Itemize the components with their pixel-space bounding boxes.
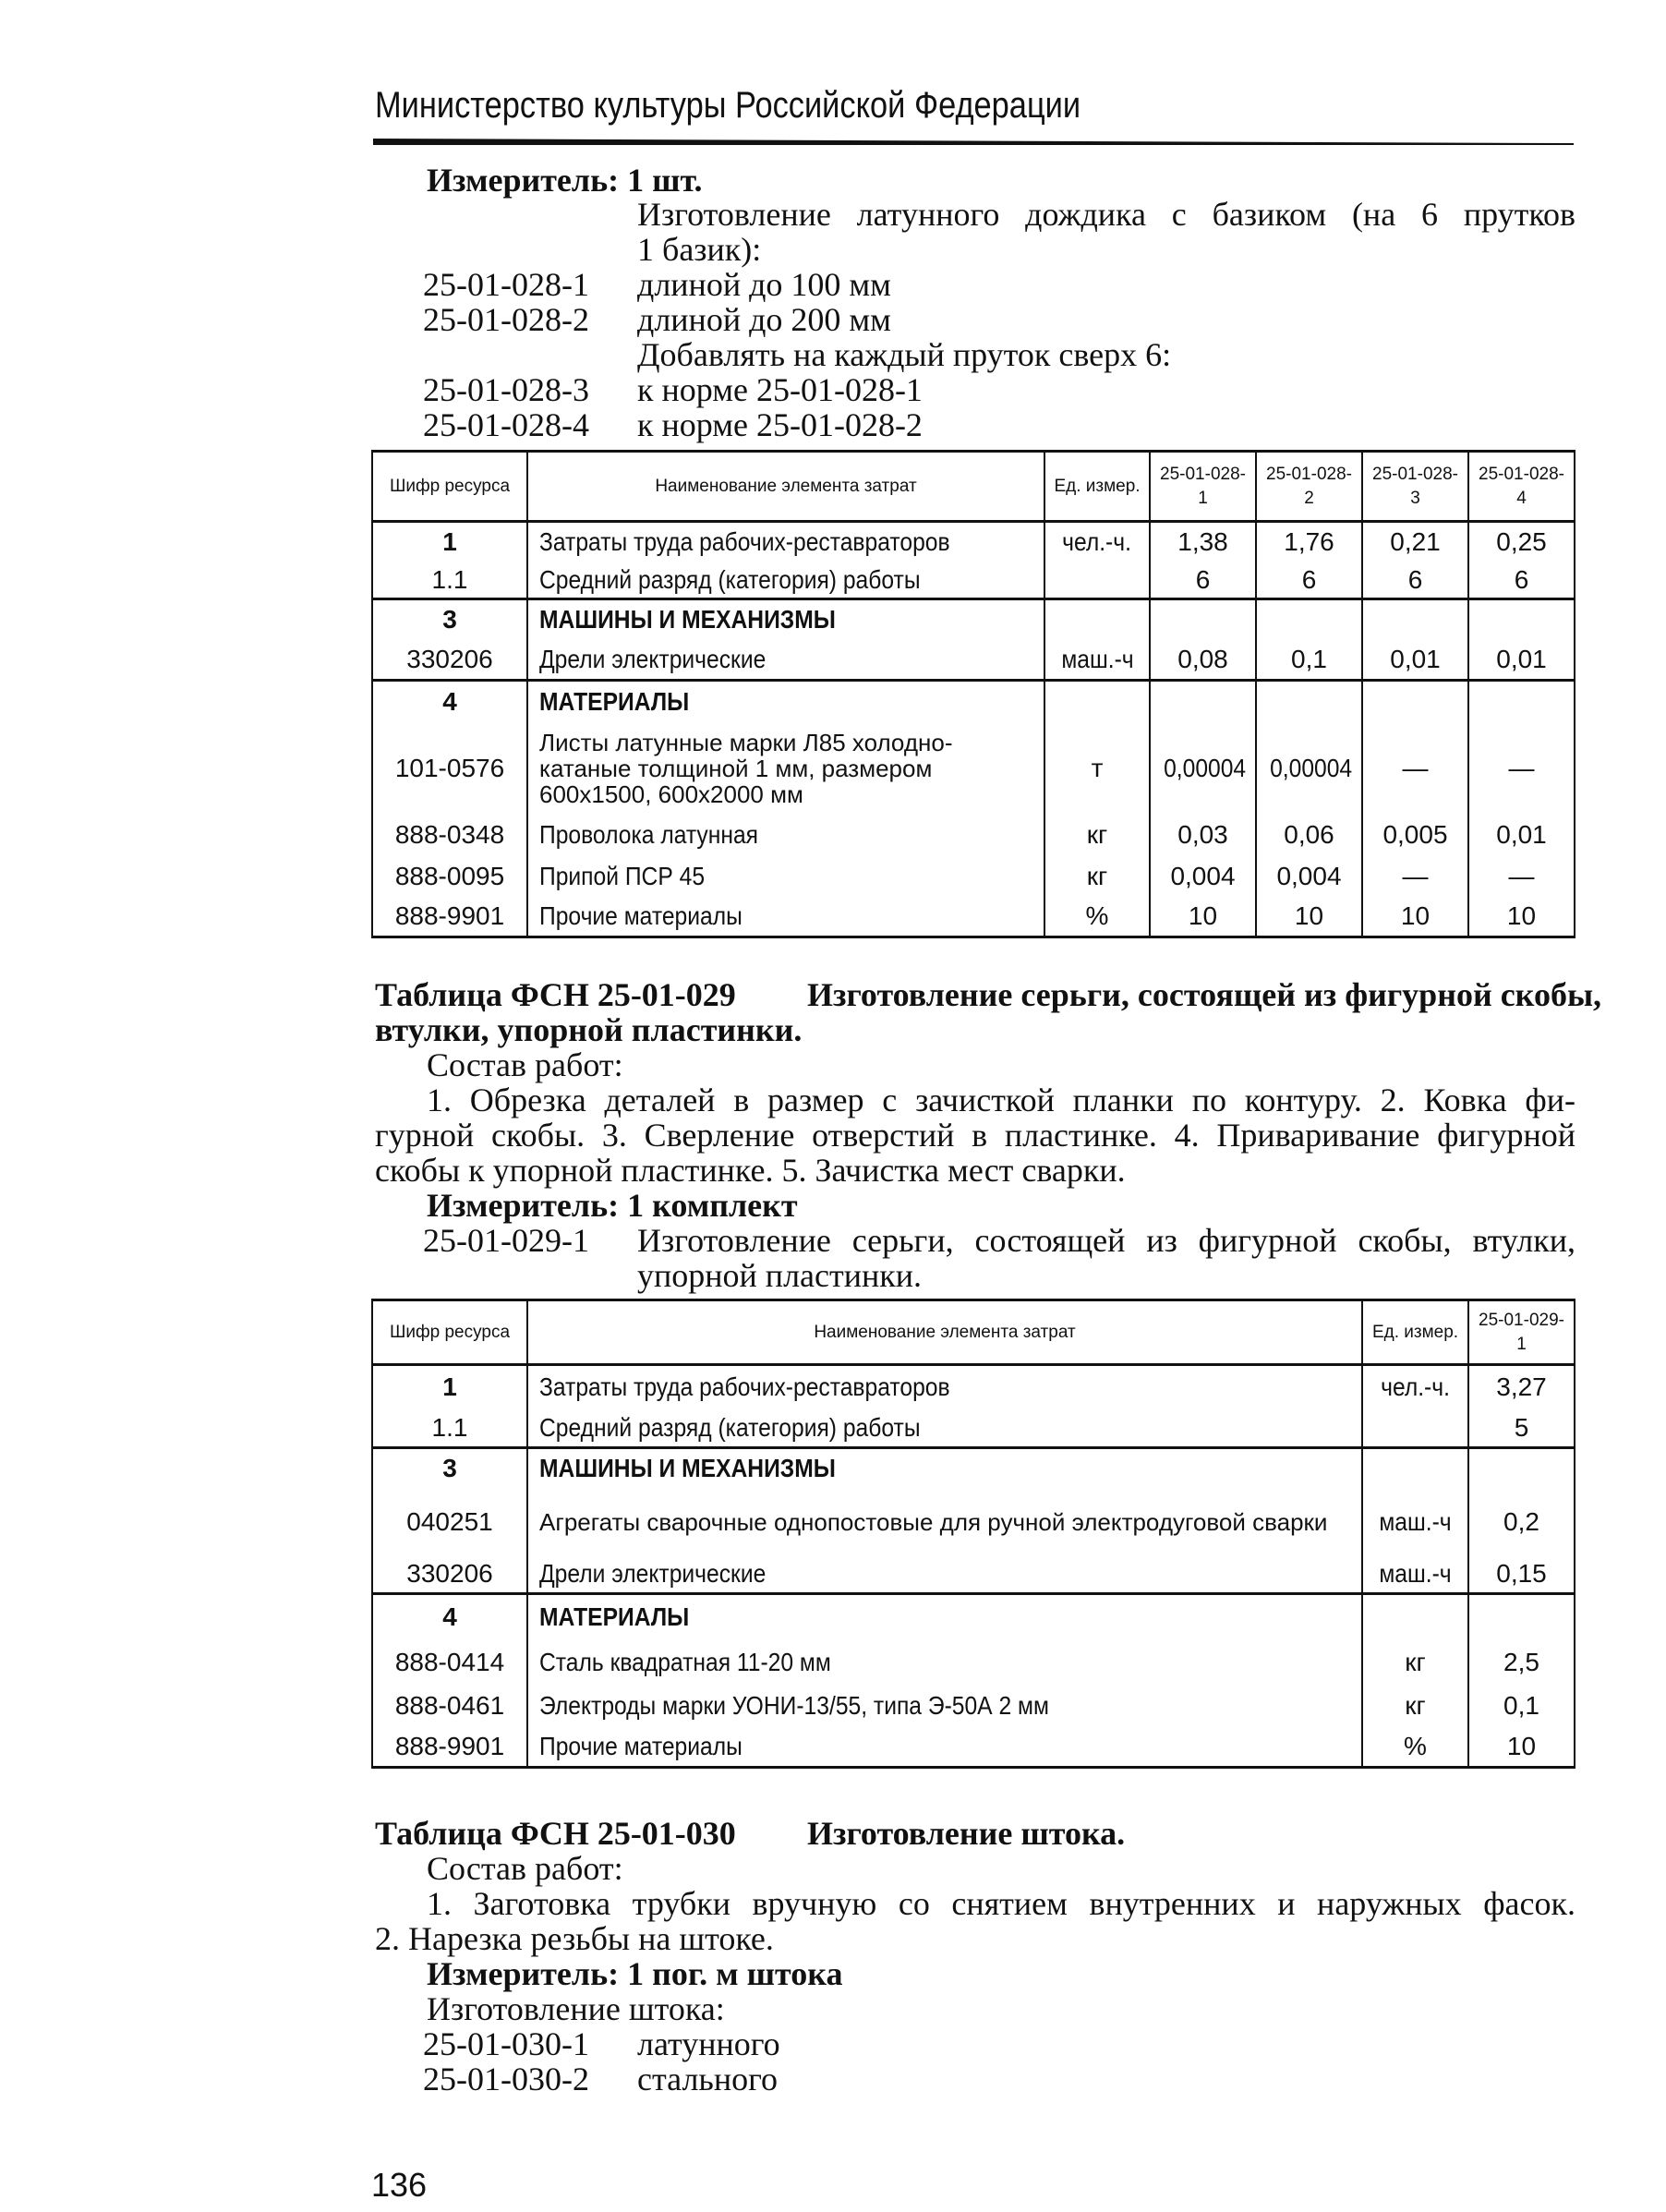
item-code: 25-01-030-2 [423,2061,589,2097]
section-row [372,599,1575,640]
resource-name: Листы латунные марки Л85 холодно-катаные толщиной 1 мм, размером 600х1500, 600х2000 мм [527,723,1044,814]
work-line: 2. Нарезка резьбы на штоке. [375,1920,774,1957]
item-text: длиной до 100 мм [637,266,891,303]
table-row [372,640,1575,681]
section-code: 4 [442,1602,457,1632]
resource-name: Прочие материалы [539,1731,742,1760]
norm-value: 10 [1256,897,1362,937]
running-head: Министерство культуры Российской Федерации [375,85,1081,126]
resource-unit: кг [1362,1685,1468,1727]
table-row [372,723,1575,814]
item-code: 25-01-028-1 [423,266,589,303]
norm-value: 6 [1468,562,1575,599]
col-header-norm: 25-01-028-3 [1362,452,1468,522]
resource-code: 1.1 [431,1412,468,1442]
resource-code: 888-0414 [394,1647,505,1676]
section-code: 3 [442,1454,457,1483]
resource-unit: % [1044,897,1150,937]
norm-value: 0,21 [1362,522,1468,562]
norm-value: 1,38 [1150,522,1256,562]
resource-code: 1.1 [431,564,468,594]
section-title: МАТЕРИАЛЫ [539,1602,690,1632]
col-header-code: Шифр ресурса [372,452,527,522]
resource-unit: кг [1362,1640,1468,1685]
resource-name: Средний разряд (категория) работы [539,564,921,594]
table-row [372,1640,1575,1685]
norm-value: 5 [1468,1409,1575,1448]
col-header-norm: 25-01-028-4 [1468,452,1575,522]
intro-028-line1: Изготовление латунного дождика с базиком (на 6 прутков [637,196,1575,233]
norm-value: 3,27 [1468,1365,1575,1409]
resource-name: Сталь квадратная 11-20 мм [539,1647,831,1676]
measurer-030: Измеритель: 1 пог. м штока [427,1955,843,1992]
norm-value: 10 [1468,1727,1575,1768]
work-header-030: Состав работ: [427,1850,623,1887]
section-title: МАТЕРИАЛЫ [539,687,690,717]
resource-table-029 [371,1299,1575,1769]
norm-value: 6 [1150,562,1256,599]
resource-unit: кг [1044,814,1150,856]
norm-value: 6 [1256,562,1362,599]
section-row [372,1448,1575,1489]
item-code: 25-01-028-4 [423,406,589,443]
resource-code: 888-9901 [394,1731,505,1760]
resource-unit: маш.-ч [1379,1558,1452,1588]
table-label-030: Таблица ФСН 25-01-030 [375,1815,736,1852]
norm-value: 0,01 [1362,640,1468,681]
resource-table-028 [371,450,1575,938]
table-row [372,522,1575,562]
resource-code: 330206 [406,644,493,673]
resource-unit: маш.-ч [1379,1506,1452,1536]
norm-value: — [1362,723,1468,814]
norm-value: 2,5 [1468,1640,1575,1685]
resource-unit: маш.-ч [1060,644,1134,673]
norm-value: 10 [1468,897,1575,937]
measurer-028: Измеритель: 1 шт. [427,162,703,199]
resource-code: 1 [442,1372,457,1402]
section-row [372,1594,1575,1640]
resource-name: Затраты труда рабочих-реставраторов [539,1372,950,1402]
table-row [372,1727,1575,1768]
norm-value: 0,25 [1468,522,1575,562]
norm-value: 0,005 [1362,814,1468,856]
norm-value: 1,76 [1256,522,1362,562]
resource-name: Проволока латунная [539,819,759,849]
item-code: 25-01-028-3 [423,371,589,408]
resource-code: 888-0461 [394,1690,505,1720]
resource-name: Электроды марки УОНИ-13/55, типа Э-50А 2 мм [539,1690,1049,1720]
table-row [372,897,1575,937]
resource-name: Средний разряд (категория) работы [539,1412,921,1442]
resource-name: Затраты труда рабочих-реставраторов [539,527,950,557]
resource-name: Прочие материалы [539,901,742,930]
table-row [372,1409,1575,1448]
page-number: 136 [371,2166,428,2204]
col-header-name: Наименование элемента затрат [527,1300,1362,1365]
table-title-029: Изготовление серьги, состоящей из фигурной скобы, [807,976,1602,1013]
table-title-030: Изготовление штока. [807,1815,1126,1852]
work-line: 1. Заготовка трубки вручную со снятием внутренних и наружных фасок. [427,1885,1575,1922]
resource-code: 330206 [406,1558,493,1588]
resource-code: 888-9901 [394,901,505,930]
norm-value: 0,1 [1468,1685,1575,1727]
resource-unit: % [1362,1727,1468,1768]
norm-value: — [1468,723,1575,814]
work-line: гурной скобы. 3. Сверление отверстий в пластинке. 4. Приваривание фигурной [375,1117,1575,1154]
resource-unit: кг [1044,856,1150,897]
item-text: латунного [637,2025,780,2062]
resource-code: 888-0095 [394,861,505,890]
norm-value: 0,2 [1468,1489,1575,1555]
work-header-029: Состав работ: [427,1046,623,1083]
resource-code: 888-0348 [394,819,505,849]
table-row [372,1489,1575,1555]
table-header-row [372,1300,1575,1365]
item-text: длиной до 200 мм [637,301,891,338]
norm-value: 0,03 [1150,814,1256,856]
col-header-name: Наименование элемента затрат [527,452,1044,522]
norm-value: 0,004 [1256,856,1362,897]
norm-value: 6 [1362,562,1468,599]
table-row [372,856,1575,897]
item-text: к норме 25-01-028-1 [637,371,923,408]
norm-value: — [1468,856,1575,897]
table-row [372,1555,1575,1594]
col-header-norm: 25-01-028-1 [1150,452,1256,522]
resource-code: 040251 [406,1506,493,1536]
norm-value: — [1362,856,1468,897]
col-header-unit: Ед. измер. [1362,1300,1468,1365]
norm-value: 0,1 [1256,640,1362,681]
intro-030: Изготовление штока: [427,1990,725,2027]
norm-value: 0,00004 [1164,753,1247,782]
table-row [372,1685,1575,1727]
item-text: стального [637,2061,778,2097]
table-label-029: Таблица ФСН 25-01-029 [375,976,736,1013]
section-title: МАШИНЫ И МЕХАНИЗМЫ [539,1454,836,1483]
item-code: 25-01-030-1 [423,2025,589,2062]
item-text: к норме 25-01-028-2 [637,406,923,443]
resource-name: Припой ПСР 45 [539,861,706,890]
table-row [372,814,1575,856]
norm-value: 0,01 [1468,814,1575,856]
section-row [372,681,1575,723]
work-line: 1. Обрезка деталей в размер с зачисткой планки по контуру. 2. Ковка фи- [427,1082,1575,1118]
table-title-029-cont: втулки, упорной пластинки. [375,1011,803,1048]
work-line: скобы к упорной пластинке. 5. Зачистка мест сварки. [375,1152,1126,1189]
intro-028-line2: 1 базик): [637,231,762,268]
resource-name: Дрели электрические [539,1558,767,1588]
section-code: 4 [442,687,457,717]
table-row [372,562,1575,599]
resource-code: 1 [442,527,457,557]
norm-value: 0,06 [1256,814,1362,856]
resource-unit: чел.-ч. [1381,1372,1450,1402]
resource-name: Агрегаты сварочные однопостовые для ручной электродуговой сварки [527,1489,1362,1555]
table-row [372,1365,1575,1409]
item-code: 25-01-028-2 [423,301,589,338]
resource-unit: чел.-ч. [1062,527,1132,557]
norm-value: 10 [1362,897,1468,937]
norm-value: 0,00004 [1270,753,1353,782]
section-code: 3 [442,605,457,635]
measurer-029: Измеритель: 1 комплект [427,1187,798,1224]
item-code: 25-01-029-1 [423,1222,589,1259]
item-text: Изготовление серьги, состоящей из фигурной скобы, втулки, [637,1222,1575,1259]
col-header-unit: Ед. измер. [1044,452,1150,522]
section-title: МАШИНЫ И МЕХАНИЗМЫ [539,605,836,635]
col-header-norm: 25-01-029-1 [1468,1300,1575,1365]
norm-value: 0,08 [1150,640,1256,681]
item-text-cont: упорной пластинки. [637,1257,923,1294]
table-header-row [372,452,1575,522]
resource-unit: т [1044,723,1150,814]
norm-value: 0,004 [1150,856,1256,897]
norm-value: 0,01 [1468,640,1575,681]
norm-value: 0,15 [1468,1555,1575,1594]
col-header-code: Шифр ресурса [372,1300,527,1365]
resource-code: 101-0576 [394,753,505,782]
col-header-norm: 25-01-028-2 [1256,452,1362,522]
norm-value: 10 [1150,897,1256,937]
resource-name: Дрели электрические [539,644,767,673]
header-rule [373,139,1574,145]
add-note: Добавлять на каждый пруток сверх 6: [637,336,1172,373]
